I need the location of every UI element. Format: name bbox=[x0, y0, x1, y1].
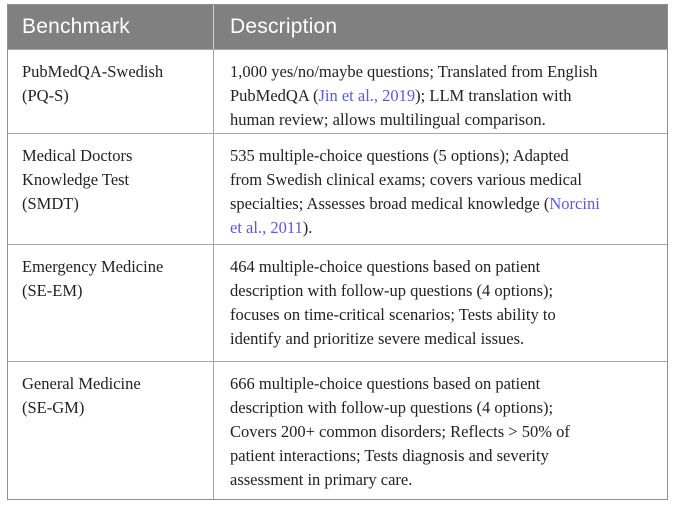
benchmark-name: Knowledge Test bbox=[22, 170, 130, 189]
description-line: description with follow-up questions (4 options); bbox=[230, 281, 554, 300]
description-line: identify and prioritize severe medical issues. bbox=[230, 329, 525, 348]
benchmark-name: Medical Doctors bbox=[22, 146, 133, 165]
benchmark-abbrev: (SMDT) bbox=[22, 194, 79, 213]
header-benchmark: Benchmark bbox=[8, 5, 214, 49]
benchmark-cell bbox=[8, 245, 214, 361]
table-row bbox=[8, 49, 667, 133]
description-cell bbox=[214, 50, 667, 133]
citation-link[interactable]: Norcini bbox=[549, 194, 600, 213]
benchmark-table bbox=[7, 4, 668, 500]
description-line bbox=[230, 84, 657, 108]
citation-link[interactable]: Jin et al., 2019 bbox=[318, 86, 416, 105]
table-row bbox=[8, 361, 667, 499]
description-text: ); LLM translation with bbox=[415, 86, 572, 105]
description-cell bbox=[214, 134, 667, 244]
description-text: ). bbox=[302, 218, 313, 237]
benchmark-cell bbox=[8, 362, 214, 499]
description-line: assessment in primary care. bbox=[230, 470, 413, 489]
description-cell bbox=[214, 362, 667, 499]
description-line: 535 multiple-choice questions (5 options); Adapted bbox=[230, 146, 569, 165]
description-line: 1,000 yes/no/maybe questions; Translated from English bbox=[230, 62, 598, 81]
description-line: Covers 200+ common disorders; Reflects > 50% of bbox=[230, 422, 570, 441]
description-line bbox=[230, 192, 657, 216]
benchmark-cell bbox=[8, 134, 214, 244]
benchmark-cell bbox=[8, 50, 214, 133]
benchmark-abbrev: (PQ-S) bbox=[22, 86, 69, 105]
table-header bbox=[8, 5, 667, 49]
description-cell bbox=[214, 245, 667, 361]
table-row bbox=[8, 133, 667, 244]
benchmark-abbrev: (SE-EM) bbox=[22, 281, 83, 300]
citation-link[interactable]: et al., 2011 bbox=[230, 218, 303, 237]
benchmark-name: General Medicine bbox=[22, 374, 141, 393]
benchmark-name: Emergency Medicine bbox=[22, 257, 164, 276]
description-text: PubMedQA ( bbox=[230, 86, 319, 105]
description-line: description with follow-up questions (4 options); bbox=[230, 398, 554, 417]
table-row bbox=[8, 244, 667, 361]
header-description: Description bbox=[230, 15, 338, 38]
description-line: focuses on time-critical scenarios; Tests ability to bbox=[230, 305, 556, 324]
benchmark-abbrev: (SE-GM) bbox=[22, 398, 85, 417]
description-line bbox=[230, 216, 657, 240]
benchmark-name: PubMedQA-Swedish bbox=[22, 62, 164, 81]
description-line: patient interactions; Tests diagnosis and severity bbox=[230, 446, 549, 465]
description-line: 666 multiple-choice questions based on patient bbox=[230, 374, 541, 393]
description-line: 464 multiple-choice questions based on patient bbox=[230, 257, 541, 276]
description-line: human review; allows multilingual comparison. bbox=[230, 110, 546, 129]
description-text: specialties; Assesses broad medical knowledge ( bbox=[230, 194, 550, 213]
description-line: from Swedish clinical exams; covers various medical bbox=[230, 170, 582, 189]
